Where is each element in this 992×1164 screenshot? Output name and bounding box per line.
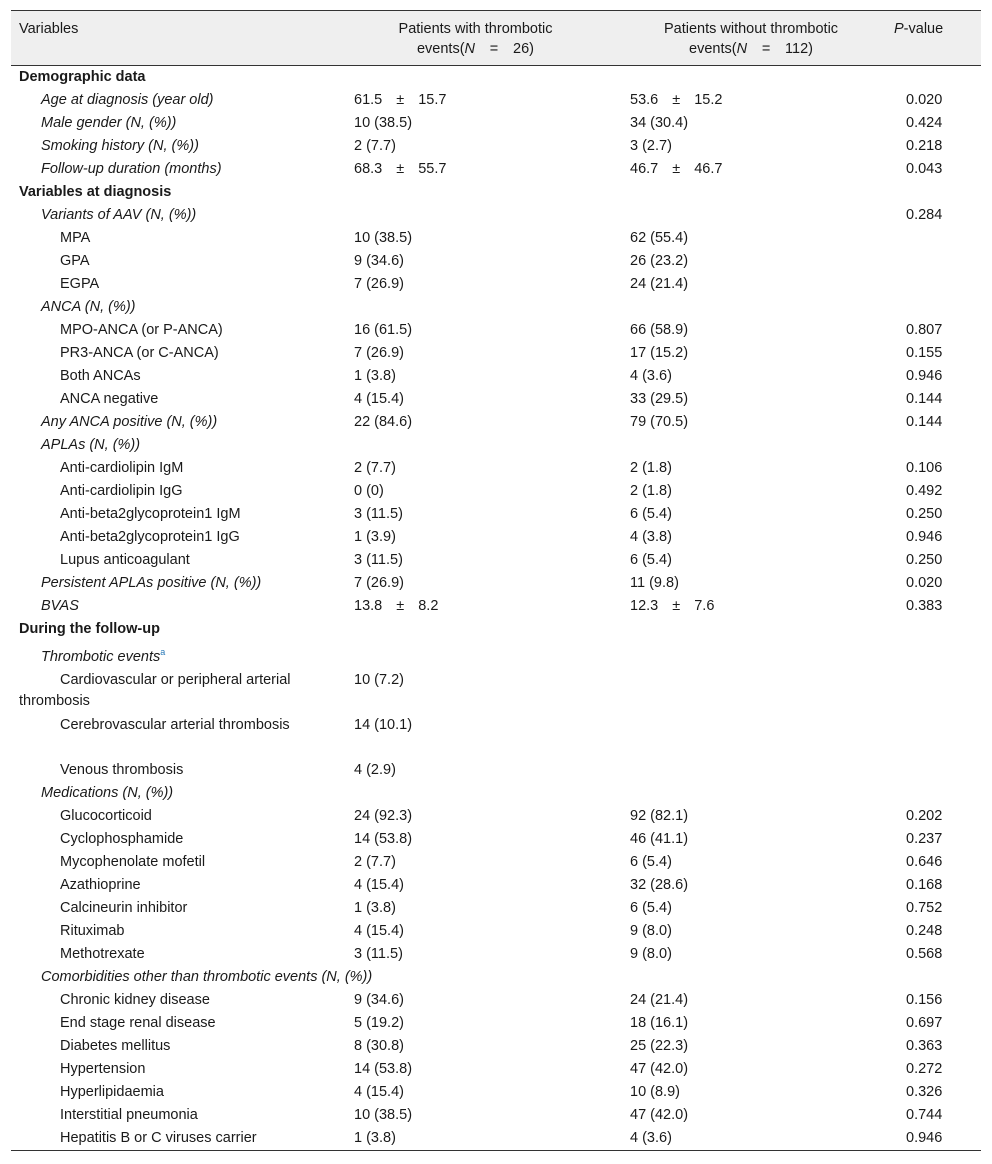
table-row: Hyperlipidaemia 4 (15.4) 10 (8.9) 0.326 <box>60 1083 943 1100</box>
section-row: During the follow-up <box>19 621 160 637</box>
header-variables: Variables <box>11 11 343 66</box>
table-row: Anti-cardiolipin IgG 0 (0) 2 (1.8) 0.492 <box>60 483 943 499</box>
table-row: End stage renal disease 5 (19.2) 18 (16.1) 0.697 <box>60 1014 943 1031</box>
table-row: Cerebrovascular arterial thrombosis 14 (10.1) <box>60 716 413 733</box>
table-row: Anti-cardiolipin IgM 2 (7.7) 2 (1.8) 0.106 <box>60 460 943 476</box>
table-row: PR3-ANCA (or C-ANCA) 7 (26.9) 17 (15.2) 0.155 <box>60 345 943 361</box>
table-row: MPO-ANCA (or P-ANCA) 16 (61.5) 66 (58.9) 0.807 <box>60 322 943 338</box>
header-without-events: Patients without thrombotic events(N = 112) <box>608 11 894 66</box>
table-row: EGPA 7 (26.9) 24 (21.4) <box>60 276 689 292</box>
table-row: Comorbidities other than thrombotic events (N, (%)) <box>41 968 373 985</box>
section-row: Variables at diagnosis <box>19 184 172 200</box>
table-row: ANCA (N, (%)) <box>41 299 136 315</box>
table-row: GPA 9 (34.6) 26 (23.2) <box>60 253 689 269</box>
table-row: Thrombotic events$^a$ <box>41 647 166 665</box>
table-row: Smoking history (N, (%)) 2 (7.7) 3 (2.7) 0.218 <box>41 138 943 154</box>
table-row: Rituximab 4 (15.4) 9 (8.0) 0.248 <box>60 922 943 939</box>
header-with-events: Patients with thrombotic events(N = 26) <box>343 11 608 66</box>
table-row: Methotrexate 3 (11.5) 9 (8.0) 0.568 <box>60 945 943 962</box>
table-row: Interstitial pneumonia 10 (38.5) 47 (42.0) 0.744 <box>60 1106 943 1123</box>
table-row: BVAS 13.8 ± 8.2 12.3 ± 7.6 0.383 <box>41 598 943 614</box>
table-row: Lupus anticoagulant 3 (11.5) 6 (5.4) 0.250 <box>60 552 943 568</box>
section-row: Demographic data <box>19 69 146 85</box>
table-row: Anti-beta2glycoprotein1 IgG 1 (3.9) 4 (3.8) 0.946 <box>60 529 943 545</box>
table-row: Variants of AAV (N, (%)) 0.284 <box>41 207 943 223</box>
table-row: Male gender (N, (%)) 10 (38.5) 34 (30.4) 0.424 <box>41 115 943 131</box>
table-row: Both ANCAs 1 (3.8) 4 (3.6) 0.946 <box>60 368 943 384</box>
header-pvalue: P-value <box>894 11 981 66</box>
table-row: Chronic kidney disease 9 (34.6) 24 (21.4) 0.156 <box>60 991 943 1008</box>
table-row: Venous thrombosis 4 (2.9) <box>60 761 396 778</box>
table-row: MPA 10 (38.5) 62 (55.4) <box>60 230 689 246</box>
table-row: Azathioprine 4 (15.4) 32 (28.6) 0.168 <box>60 876 943 893</box>
table-header <box>11 11 981 66</box>
table-row: Age at diagnosis (year old) 61.5 ± 15.7 53.6 ± 15.2 0.020 <box>41 92 943 108</box>
footnote-marker[interactable]: a <box>160 647 166 657</box>
table-row: Calcineurin inhibitor 1 (3.8) 6 (5.4) 0.752 <box>60 899 943 916</box>
table-row: Any ANCA positive (N, (%)) 22 (84.6) 79 (70.5) 0.144 <box>41 414 943 430</box>
table-row: Persistent APLAs positive (N, (%)) 7 (26.9) 11 (9.8) 0.020 <box>41 575 943 591</box>
table-row: Cyclophosphamide 14 (53.8) 46 (41.1) 0.237 <box>60 830 943 847</box>
table-row: Glucocorticoid 24 (92.3) 92 (82.1) 0.202 <box>60 807 943 824</box>
table-row: Cardiovascular or peripheral arterial thrombosis 10 (7.2) <box>19 671 404 709</box>
table-row: Medications (N, (%)) <box>41 784 174 801</box>
table-row: Follow-up duration (months) 68.3 ± 55.7 46.7 ± 46.7 0.043 <box>41 161 943 177</box>
table-row: APLAs (N, (%)) <box>41 437 141 453</box>
table-row: Hypertension 14 (53.8) 47 (42.0) 0.272 <box>60 1060 943 1077</box>
data-table <box>11 10 981 1151</box>
table-row: Hepatitis B or C viruses carrier 1 (3.8) 4 (3.6) 0.946 <box>60 1129 943 1146</box>
table-row: Mycophenolate mofetil 2 (7.7) 6 (5.4) 0.646 <box>60 853 943 870</box>
table-row: ANCA negative 4 (15.4) 33 (29.5) 0.144 <box>60 391 943 407</box>
table-row: Anti-beta2glycoprotein1 IgM 3 (11.5) 6 (5.4) 0.250 <box>60 506 943 522</box>
table-row: Diabetes mellitus 8 (30.8) 25 (22.3) 0.363 <box>60 1037 943 1054</box>
